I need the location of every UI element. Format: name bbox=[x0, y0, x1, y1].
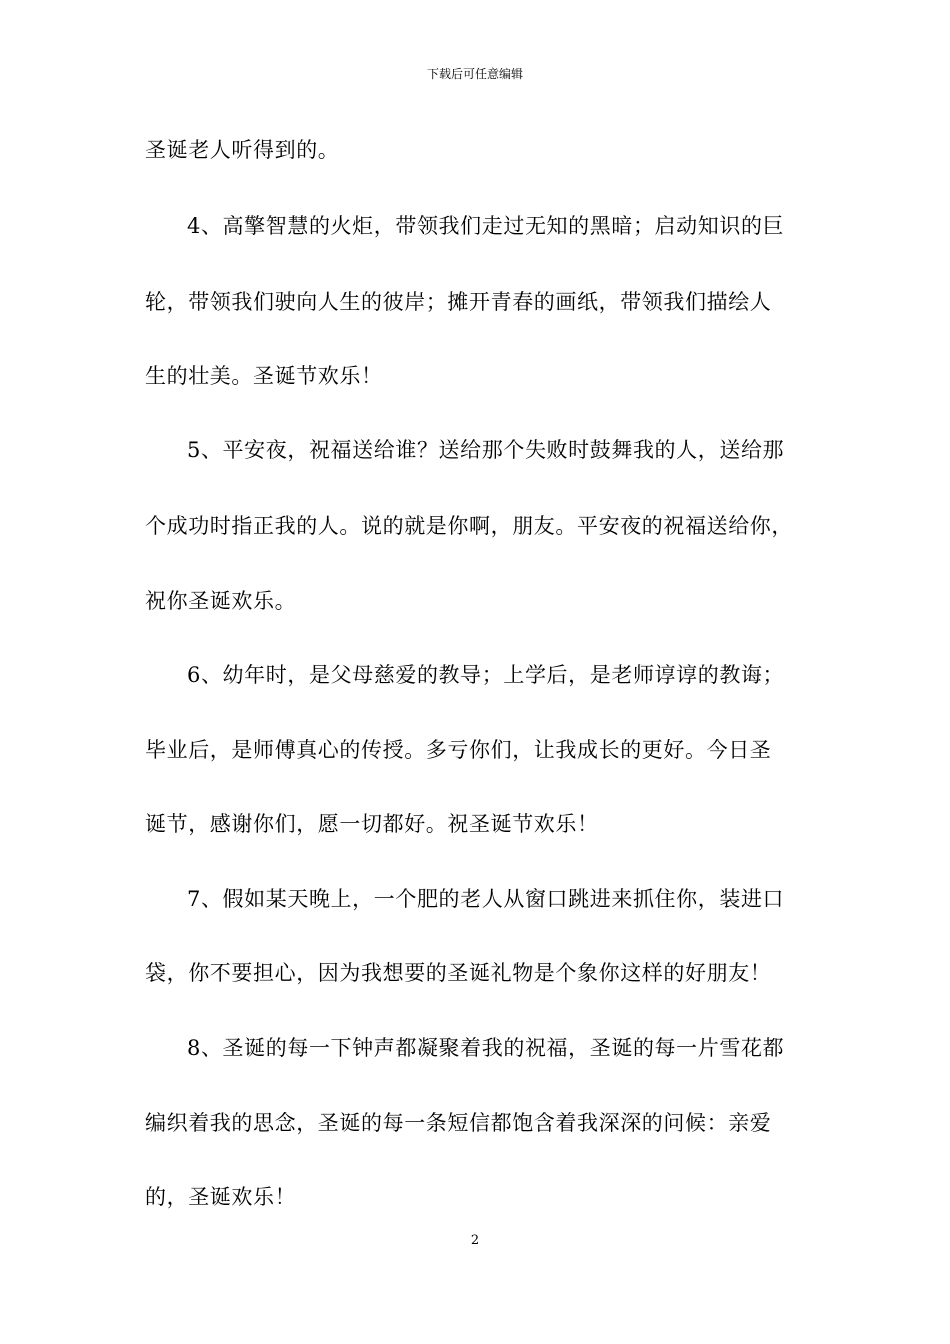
text-line: 圣诞老人听得到的。 bbox=[145, 138, 340, 162]
text-line: 祝你圣诞欢乐。 bbox=[145, 589, 297, 613]
paragraph-8-line: 8、圣诞的每一下钟声都凝聚着我的祝福，圣诞的每一片雪花都 bbox=[187, 1036, 785, 1060]
text-line: 个成功时指正我的人。说的就是你啊，朋友。平安夜的祝福送给你， bbox=[145, 514, 793, 538]
page-number: 2 bbox=[470, 1233, 480, 1248]
text-line: 编织着我的思念，圣诞的每一条短信都饱含着我深深的问候：亲爱 bbox=[145, 1111, 772, 1135]
paragraph-5-line: 5、平安夜，祝福送给谁？送给那个失败时鼓舞我的人，送给那 bbox=[187, 438, 785, 462]
paragraph-7-line: 7、假如某天晚上，一个肥的老人从窗口跳进来抓住你，装进口 bbox=[187, 887, 785, 911]
page-header: 下载后可任意编辑 bbox=[426, 67, 523, 81]
text-line: 的，圣诞欢乐！ bbox=[145, 1185, 297, 1209]
text-line: 生的壮美。圣诞节欢乐！ bbox=[145, 364, 383, 388]
paragraph-6-line: 6、幼年时，是父母慈爱的教导；上学后，是老师谆谆的教诲； bbox=[187, 663, 785, 687]
paragraph-4-line: 4、高擎智慧的火炬，带领我们走过无知的黑暗；启动知识的巨 bbox=[187, 214, 785, 238]
text-line: 袋，你不要担心，因为我想要的圣诞礼物是个象你这样的好朋友！ bbox=[145, 961, 772, 985]
text-line: 轮，带领我们驶向人生的彼岸；摊开青春的画纸，带领我们描绘人 bbox=[145, 290, 772, 314]
text-line: 毕业后，是师傅真心的传授。多亏你们，让我成长的更好。今日圣 bbox=[145, 738, 772, 762]
text-line: 诞节，感谢你们，愿一切都好。祝圣诞节欢乐！ bbox=[145, 812, 599, 836]
